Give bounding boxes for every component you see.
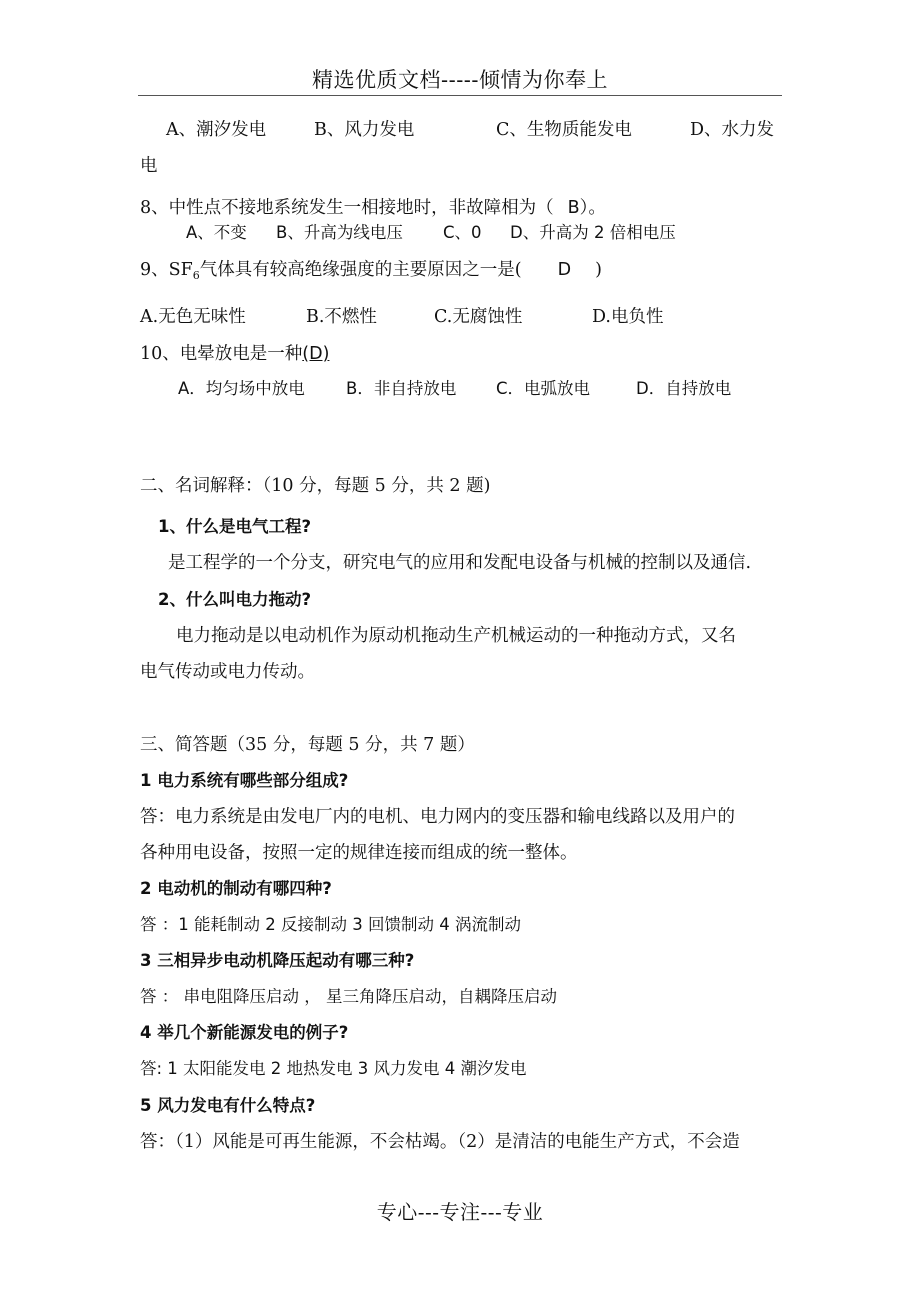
q8-option-a: A、不变 (186, 223, 247, 242)
section3-q5: 5 风力发电有什么特点? (140, 1096, 316, 1115)
q7-option-b: B、风力发电 (314, 120, 415, 140)
q9-option-c: C.无腐蚀性 (434, 307, 523, 327)
q9-prefix: 9、SF (140, 260, 193, 280)
q7-option-d: D、水力发 (690, 120, 775, 140)
q7-option-a: A、潮汐发电 (166, 120, 267, 140)
q10-option-c: C．电弧放电 (496, 379, 591, 398)
section2-a2-line1: 电力拖动是以电动机作为原动机拖动生产机械运动的一种拖动方式，又名 (176, 626, 736, 646)
q8-stem-text: 8、中性点不接地系统发生一相接地时，非故障相为（ (140, 198, 554, 218)
q9-subscript: 6 (192, 269, 200, 282)
q8-stem (140, 196, 606, 220)
q10-option-a: A．均匀场中放电 (178, 379, 305, 398)
section2-q1: 1、什么是电气工程? (158, 517, 312, 536)
q9-option-a: A.无色无味性 (140, 307, 246, 327)
section3-a4: 答: 1 太阳能发电 2 地热发电 3 风力发电 4 潮汐发电 (140, 1059, 527, 1078)
section3-a2: 答 ：1 能耗制动 2 反接制动 3 回馈制动 4 涡流制动 (140, 915, 521, 934)
section3-q2: 2 电动机的制动有哪四种? (140, 879, 332, 898)
q10-option-b: B．非自持放电 (346, 379, 457, 398)
section3-q3: 3 三相异步电动机降压起动有哪三种? (140, 951, 415, 970)
q9-option-d: D.电负性 (592, 307, 664, 327)
q10-stem-text: 10、电晕放电是一种 (140, 344, 303, 364)
section3-a5: 答：（1）风能是可再生能源，不会枯竭。（2）是清洁的电能生产方式，不会造 (140, 1132, 740, 1152)
q8-option-d: D、升高为 2 倍相电压 (510, 223, 676, 242)
section3-a1-line1: 答：电力系统是由发电厂内的电机、电力网内的变压器和输电线路以及用户的 (140, 807, 735, 827)
q9-close: ) (595, 260, 602, 280)
q8-option-b: B、升高为线电压 (276, 223, 403, 242)
section3-q4: 4 举几个新能源发电的例子? (140, 1023, 349, 1042)
q8-answer: B）。 (567, 198, 606, 218)
section2-a2-line2: 电气传动或电力传动。 (140, 662, 315, 682)
header-rule (138, 95, 782, 96)
section3-a1-line2: 各种用电设备，按照一定的规律连接而组成的统一整体。 (140, 843, 578, 863)
q9-answer: D (557, 260, 572, 280)
page-header: 精选优质文档-----倾情为你奉上 (312, 68, 608, 92)
q9-option-b: B.不燃性 (306, 307, 377, 327)
section2-q2: 2、什么叫电力拖动? (158, 590, 312, 609)
q8-option-c: C、0 (443, 223, 482, 242)
page-footer: 专心---专注---专业 (376, 1200, 544, 1224)
section3-title: 三、简答题（35 分，每题 5 分，共 7 题） (140, 735, 475, 755)
q10-stem (140, 342, 329, 366)
q10-option-d: D．自持放电 (636, 379, 732, 398)
q9-stem-text: 气体具有较高绝缘强度的主要原因之一是( (199, 260, 522, 280)
section3-q1: 1 电力系统有哪些部分组成? (140, 771, 349, 790)
section2-title: 二、名词解释：（10 分，每题 5 分，共 2 题) (140, 476, 491, 496)
q9-stem (140, 258, 602, 282)
section3-a3: 答 ： 串电阻降压启动 ， 星三角降压启动，自耦降压启动 (140, 987, 557, 1006)
section2-a1: 是工程学的一个分支，研究电气的应用和发配电设备与机械的控制以及通信. (168, 553, 752, 573)
q7-option-d-wrap: 电 (140, 156, 158, 176)
q7-option-c: C、生物质能发电 (496, 120, 632, 140)
q10-answer: (D) (302, 344, 330, 364)
